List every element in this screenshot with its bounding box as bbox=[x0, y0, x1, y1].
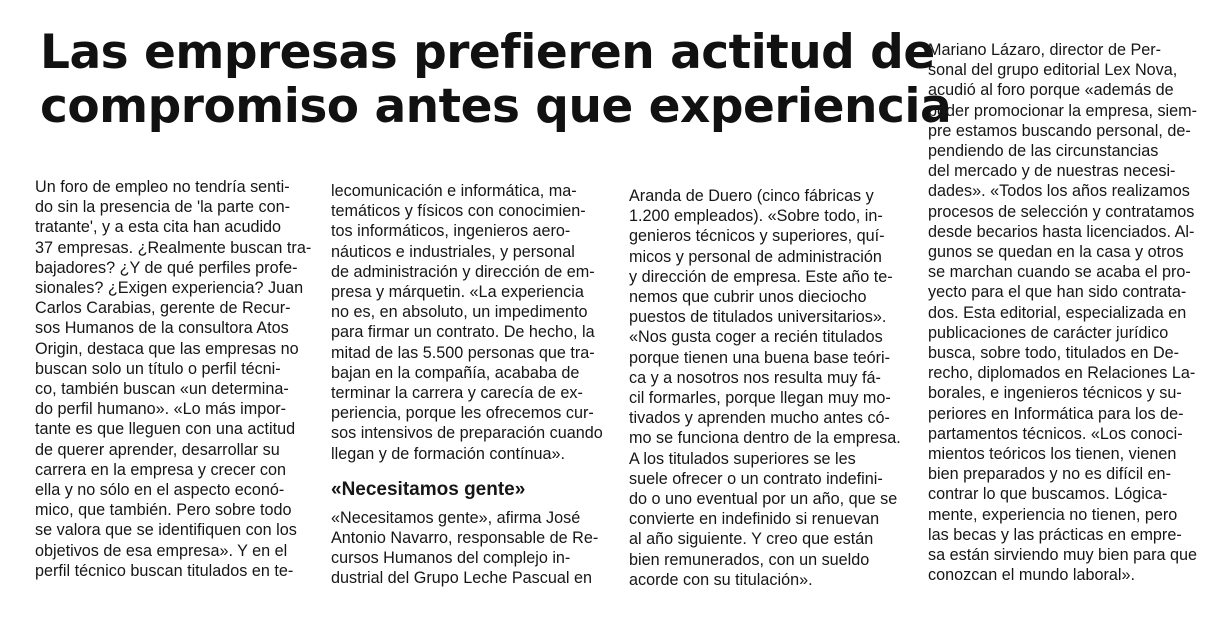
text-line: periores en Informática para los de- bbox=[928, 404, 1184, 423]
text-line: «Nos gusta coger a recién titulados bbox=[629, 328, 883, 347]
text-line: 1.200 empleados). «Sobre todo, in- bbox=[629, 207, 883, 226]
text-line: tos informáticos, ingenieros aero- bbox=[331, 222, 571, 241]
text-line: yecto para el que han sido contrata- bbox=[928, 283, 1187, 302]
text-line: convierte en indefinido si renuevan bbox=[629, 510, 880, 529]
text-line: ella y no sólo en el aspecto econó- bbox=[35, 481, 285, 500]
text-line: busca, sobre todo, titulados en De- bbox=[928, 344, 1180, 363]
text-line: mientos teóricos los tienen, vienen bbox=[928, 445, 1177, 464]
text-line: sos Humanos de la consultora Atos bbox=[35, 319, 289, 338]
text-line: no es, en absoluto, un impedimento bbox=[331, 303, 588, 322]
text-line: contrar lo que buscamos. Lógica- bbox=[928, 485, 1168, 504]
text-line: tivados y aprenden mucho antes có- bbox=[629, 409, 890, 428]
text-line: Carlos Carabias, gerente de Recur- bbox=[35, 299, 291, 318]
headline-line: compromiso antes que experiencia bbox=[40, 79, 952, 134]
text-line: presa y márquetin. «La experiencia bbox=[331, 283, 584, 302]
text-line: 37 empresas. ¿Realmente buscan tra- bbox=[35, 238, 312, 257]
text-line: para firmar un contrato. De hecho, la bbox=[331, 323, 595, 342]
text-line: do o uno eventual por un año, que se bbox=[629, 490, 898, 509]
text-line: carrera en la empresa y crecer con bbox=[35, 460, 287, 479]
text-line: pendiendo de las circunstancias bbox=[928, 142, 1159, 161]
text-line: tante es que lleguen con una actitud bbox=[35, 420, 296, 439]
text-line: mitad de las 5.500 personas que tra- bbox=[331, 343, 595, 362]
text-line: bajan en la compañía, acababa de bbox=[331, 363, 580, 382]
text-line: dades». «Todos los años realizamos bbox=[928, 182, 1190, 201]
text-line: se marchan cuando se acaba el pro- bbox=[928, 263, 1191, 282]
text-line: A los titulados superiores se les bbox=[629, 449, 856, 468]
text-line: co, también buscan «un determina- bbox=[35, 380, 289, 399]
text-line: nemos que cubrir unos dieciocho bbox=[629, 288, 867, 307]
text-line: «Necesitamos gente», afirma José bbox=[331, 508, 581, 527]
text-line: cursos Humanos del complejo in- bbox=[331, 549, 571, 568]
text-line: Antonio Navarro, responsable de Re- bbox=[331, 529, 599, 548]
text-line: dos. Esta editorial, especializada en bbox=[928, 303, 1187, 322]
text-line: se valora que se identifiquen con los bbox=[35, 521, 297, 540]
text-line: las becas y las prácticas en empre- bbox=[928, 525, 1182, 544]
text-line: buscan solo un título o perfil técni- bbox=[35, 359, 281, 378]
text-line: acudió al foro porque «además de bbox=[928, 81, 1174, 100]
headline-line: Las empresas prefieren actitud de bbox=[40, 25, 935, 80]
text-line: Un foro de empleo no tendría senti- bbox=[35, 178, 290, 196]
text-line: y dirección de empresa. Este año te- bbox=[629, 267, 893, 286]
text-line: terminar la carrera y carecía de ex- bbox=[331, 384, 583, 403]
text-line: de querer aprender, desarrollar su bbox=[35, 440, 280, 459]
text-line: genieros técnicos y superiores, quí- bbox=[629, 227, 885, 246]
text-line: ca y a nosotros nos resulta muy fá- bbox=[629, 368, 881, 387]
text-line: porque tienen una buena base teóri- bbox=[629, 348, 890, 367]
text-line: Aranda de Duero (cinco fábricas y bbox=[629, 187, 874, 205]
text-line: lecomunicación e informática, ma- bbox=[331, 182, 577, 200]
text-line: temáticos y físicos con conocimien- bbox=[331, 202, 586, 221]
text-line: objetivos de esa empresa». Y en el bbox=[35, 541, 288, 560]
text-line: sionales? ¿Exigen experiencia? Juan bbox=[35, 279, 304, 298]
text-line: perfil técnico buscan titulados en te- bbox=[35, 561, 294, 580]
article-column-2 bbox=[331, 181, 603, 589]
text-line: periencia, porque les ofrecemos cur- bbox=[331, 404, 594, 423]
article-column-1 bbox=[35, 177, 312, 581]
text-line: bien remunerados, con un sueldo bbox=[629, 550, 870, 569]
text-line: bien preparados y no es difícil en- bbox=[928, 465, 1171, 484]
text-line: do sin la presencia de 'la parte con- bbox=[35, 198, 291, 217]
text-line: borales, e ingenieros técnicos y su- bbox=[928, 384, 1182, 403]
text-line: acorde con su titulación». bbox=[629, 570, 813, 589]
text-line: tratante', y a esta cita han acudido bbox=[35, 218, 282, 237]
text-line: publicaciones de carácter jurídico bbox=[928, 323, 1169, 342]
text-line: desde becarios hasta licenciados. Al- bbox=[928, 222, 1195, 241]
headline bbox=[40, 25, 952, 134]
text-line: partamentos técnicos. «Los conoci- bbox=[928, 424, 1183, 443]
text-line: sonal del grupo editorial Lex Nova, bbox=[928, 61, 1178, 80]
text-line: mo se funciona dentro de la empresa. bbox=[629, 429, 901, 448]
text-line: procesos de selección y contratamos bbox=[928, 202, 1195, 221]
text-line: mente, experiencia no tienen, pero bbox=[928, 505, 1178, 524]
text-line: náuticos e industriales, y personal bbox=[331, 242, 575, 261]
article-column-4 bbox=[928, 40, 1200, 585]
text-line: do perfil humano». «Lo más impor- bbox=[35, 400, 287, 419]
text-line: conozcan el mundo laboral». bbox=[928, 566, 1135, 585]
text-line: suele ofrecer o un contrato indefini- bbox=[629, 469, 883, 488]
text-line: al año siguiente. Y creo que están bbox=[629, 530, 874, 549]
text-line: cil formarles, porque llegan muy mo- bbox=[629, 389, 891, 408]
text-line: mico, que también. Pero sobre todo bbox=[35, 501, 292, 520]
text-line: sos intensivos de preparación cuando bbox=[331, 424, 603, 443]
text-line: Origin, destaca que las empresas no bbox=[35, 339, 299, 358]
article-column-3 bbox=[629, 186, 901, 590]
section-subheading: «Necesitamos gente» bbox=[331, 478, 526, 500]
text-line: llegan y de formación contínua». bbox=[331, 444, 565, 463]
text-line: Mariano Lázaro, director de Per- bbox=[928, 41, 1162, 59]
text-line: de administración y dirección de em- bbox=[331, 262, 595, 281]
text-line: poder promocionar la empresa, siem- bbox=[928, 101, 1198, 120]
text-line: pre estamos buscando personal, de- bbox=[928, 121, 1191, 140]
text-line: bajadores? ¿Y de qué perfiles profe- bbox=[35, 258, 298, 277]
text-line: puestos de titulados universitarios». bbox=[629, 308, 887, 327]
text-line: dustrial del Grupo Leche Pascual en bbox=[331, 569, 592, 588]
text-line: del mercado y de nuestras necesi- bbox=[928, 162, 1176, 181]
text-line: recho, diplomados en Relaciones La- bbox=[928, 364, 1196, 383]
text-line: sa están sirviendo muy bien para que bbox=[928, 546, 1198, 565]
text-line: gunos se quedan en la casa y otros bbox=[928, 243, 1184, 262]
text-line: micos y personal de administración bbox=[629, 247, 882, 266]
